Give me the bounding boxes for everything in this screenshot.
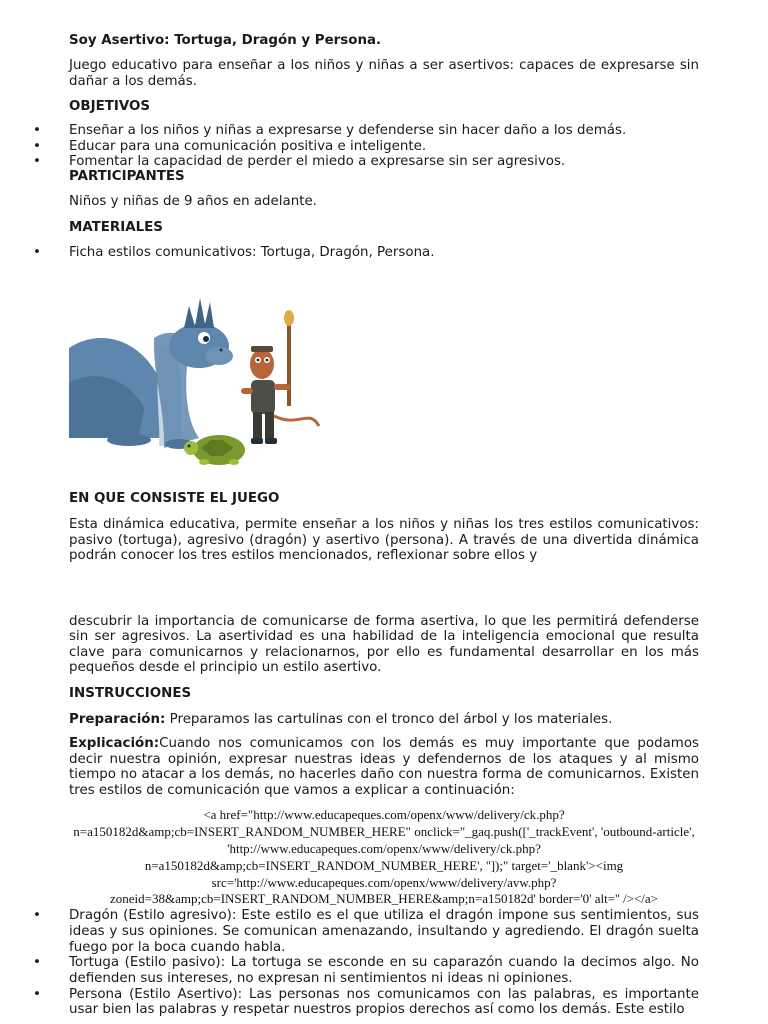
bullet-icon: • [33,955,41,971]
explicacion-label: Explicación: [69,736,160,752]
preparacion-label: Preparación: [69,711,166,727]
materiales-heading: MATERIALES [69,219,163,235]
materiales-list [33,244,699,261]
bullet-icon: • [33,986,41,1002]
list-item: • Ficha estilos comunicativos: Tortuga, Dragón, Persona. [33,244,435,260]
preparacion-paragraph [69,712,699,728]
list-item: • Enseñar a los niños y niñas a expresarse y defenderse sin hacer daño a los demás. [33,123,627,138]
list-item: • Fomentar la capacidad de perder el miedo a expresarse sin ser agresivos. [33,154,566,170]
document-page [33,32,699,1018]
juego-paragraph-2: descubrir la importancia de comunicarse de forma asertiva, lo que les permitirá defenderse sin ser agresivos. La asertividad es una habilidad de la inteligencia emocional que resulta clave para comunicarnos y relacionarnos, por ello es fundamental desarrollar en los más pequeños desde el principio un estilo asertivo. [69,613,699,676]
objetivos-heading: OBJETIVOS [69,99,150,114]
instrucciones-heading: INSTRUCCIONES [69,685,192,701]
intro-paragraph: Juego educativo para enseñar a los niños y niñas a ser asertivos: capaces de expresarse sin dañar a los demás. [69,58,699,89]
embedded-ad-code: <a href="http://www.educapeques.com/openx/www/delivery/ck.php?n=a150182d&amp;cb=INSERT_RANDOM_NUMBER_HERE" onclick="_gaq.push(['_trackEvent', 'outbound-article', 'http://www.educapeques.com/openx/www/delivery/ck.php?n=a150182d&amp;cb=INSERT_RANDOM_NUMBER_HERE', '']);" target='_blank'><img src='http://www.educapeques.com/openx/www/delivery/avw.php?zoneid=38&amp;cb=INSERT_RANDOM_NUMBER_HERE&amp;n=a150182d' border='0' alt='' /></a> [73,807,695,907]
person-icon [241,310,319,444]
juego-paragraph-1: Esta dinámica educativa, permite enseñar a los niños y niñas los tres estilos comunicativos: pasivo (tortuga), agresivo (dragón) y asertivo (persona). A través de una divertida dinámica podrán conocer los tres estilos mencionados, reflexionar sobre ellos y [69,517,699,564]
bullet-icon: • [33,123,41,138]
estilos-list [33,908,699,1018]
bullet-icon: • [33,244,41,260]
bullet-icon: • [33,138,41,154]
preparacion-text: Preparamos las cartulinas con el tronco del árbol y los materiales. [165,711,613,727]
document-title: Soy Asertivo: Tortuga, Dragón y Persona. [69,33,382,48]
dragon-icon [69,298,233,449]
list-item: • Dragón (Estilo agresivo): Este estilo es el que utiliza el dragón impone sus sentimientos, sus ideas y sus opiniones. Se comunican amenazando, insultando y agrediendo. El dragón suelta fuego por la boca cuando habla. [33,908,699,955]
explicacion-paragraph [69,736,699,798]
objetivos-list [33,123,699,170]
dragon-turtle-person-illustration [69,288,329,478]
list-item: • Persona (Estilo Asertivo): Las personas nos comunicamos con las palabras, es importante usar bien las palabras y respetar nuestros propios derechos así como los demás. Este estilo [33,986,699,1018]
juego-heading: EN QUE CONSISTE EL JUEGO [69,491,280,507]
bullet-icon: • [33,154,41,170]
list-item: • Tortuga (Estilo pasivo): La tortuga se esconde en su caparazón cuando la decimos algo. No defienden sus intereses, no expresan ni sentimientos ni ideas ni opiniones. [33,955,699,986]
list-item: • Educar para una comunicación positiva e inteligente. [33,138,427,154]
explicacion-text: Cuando nos comunicamos con los demás es muy importante que podamos decir nuestra opinión, expresar nuestras ideas y defendernos de los ataques y al mismo tiempo no atacar a los demás, no hacerles daño con nuestra forma de comunicarnos. Existen tres estilos de comunicación que vamos a explicar a continuación: [69,736,699,798]
bullet-icon: • [33,908,41,924]
participantes-text: Niños y niñas de 9 años en adelante. [69,194,317,210]
participantes-heading: PARTICIPANTES [69,169,185,185]
